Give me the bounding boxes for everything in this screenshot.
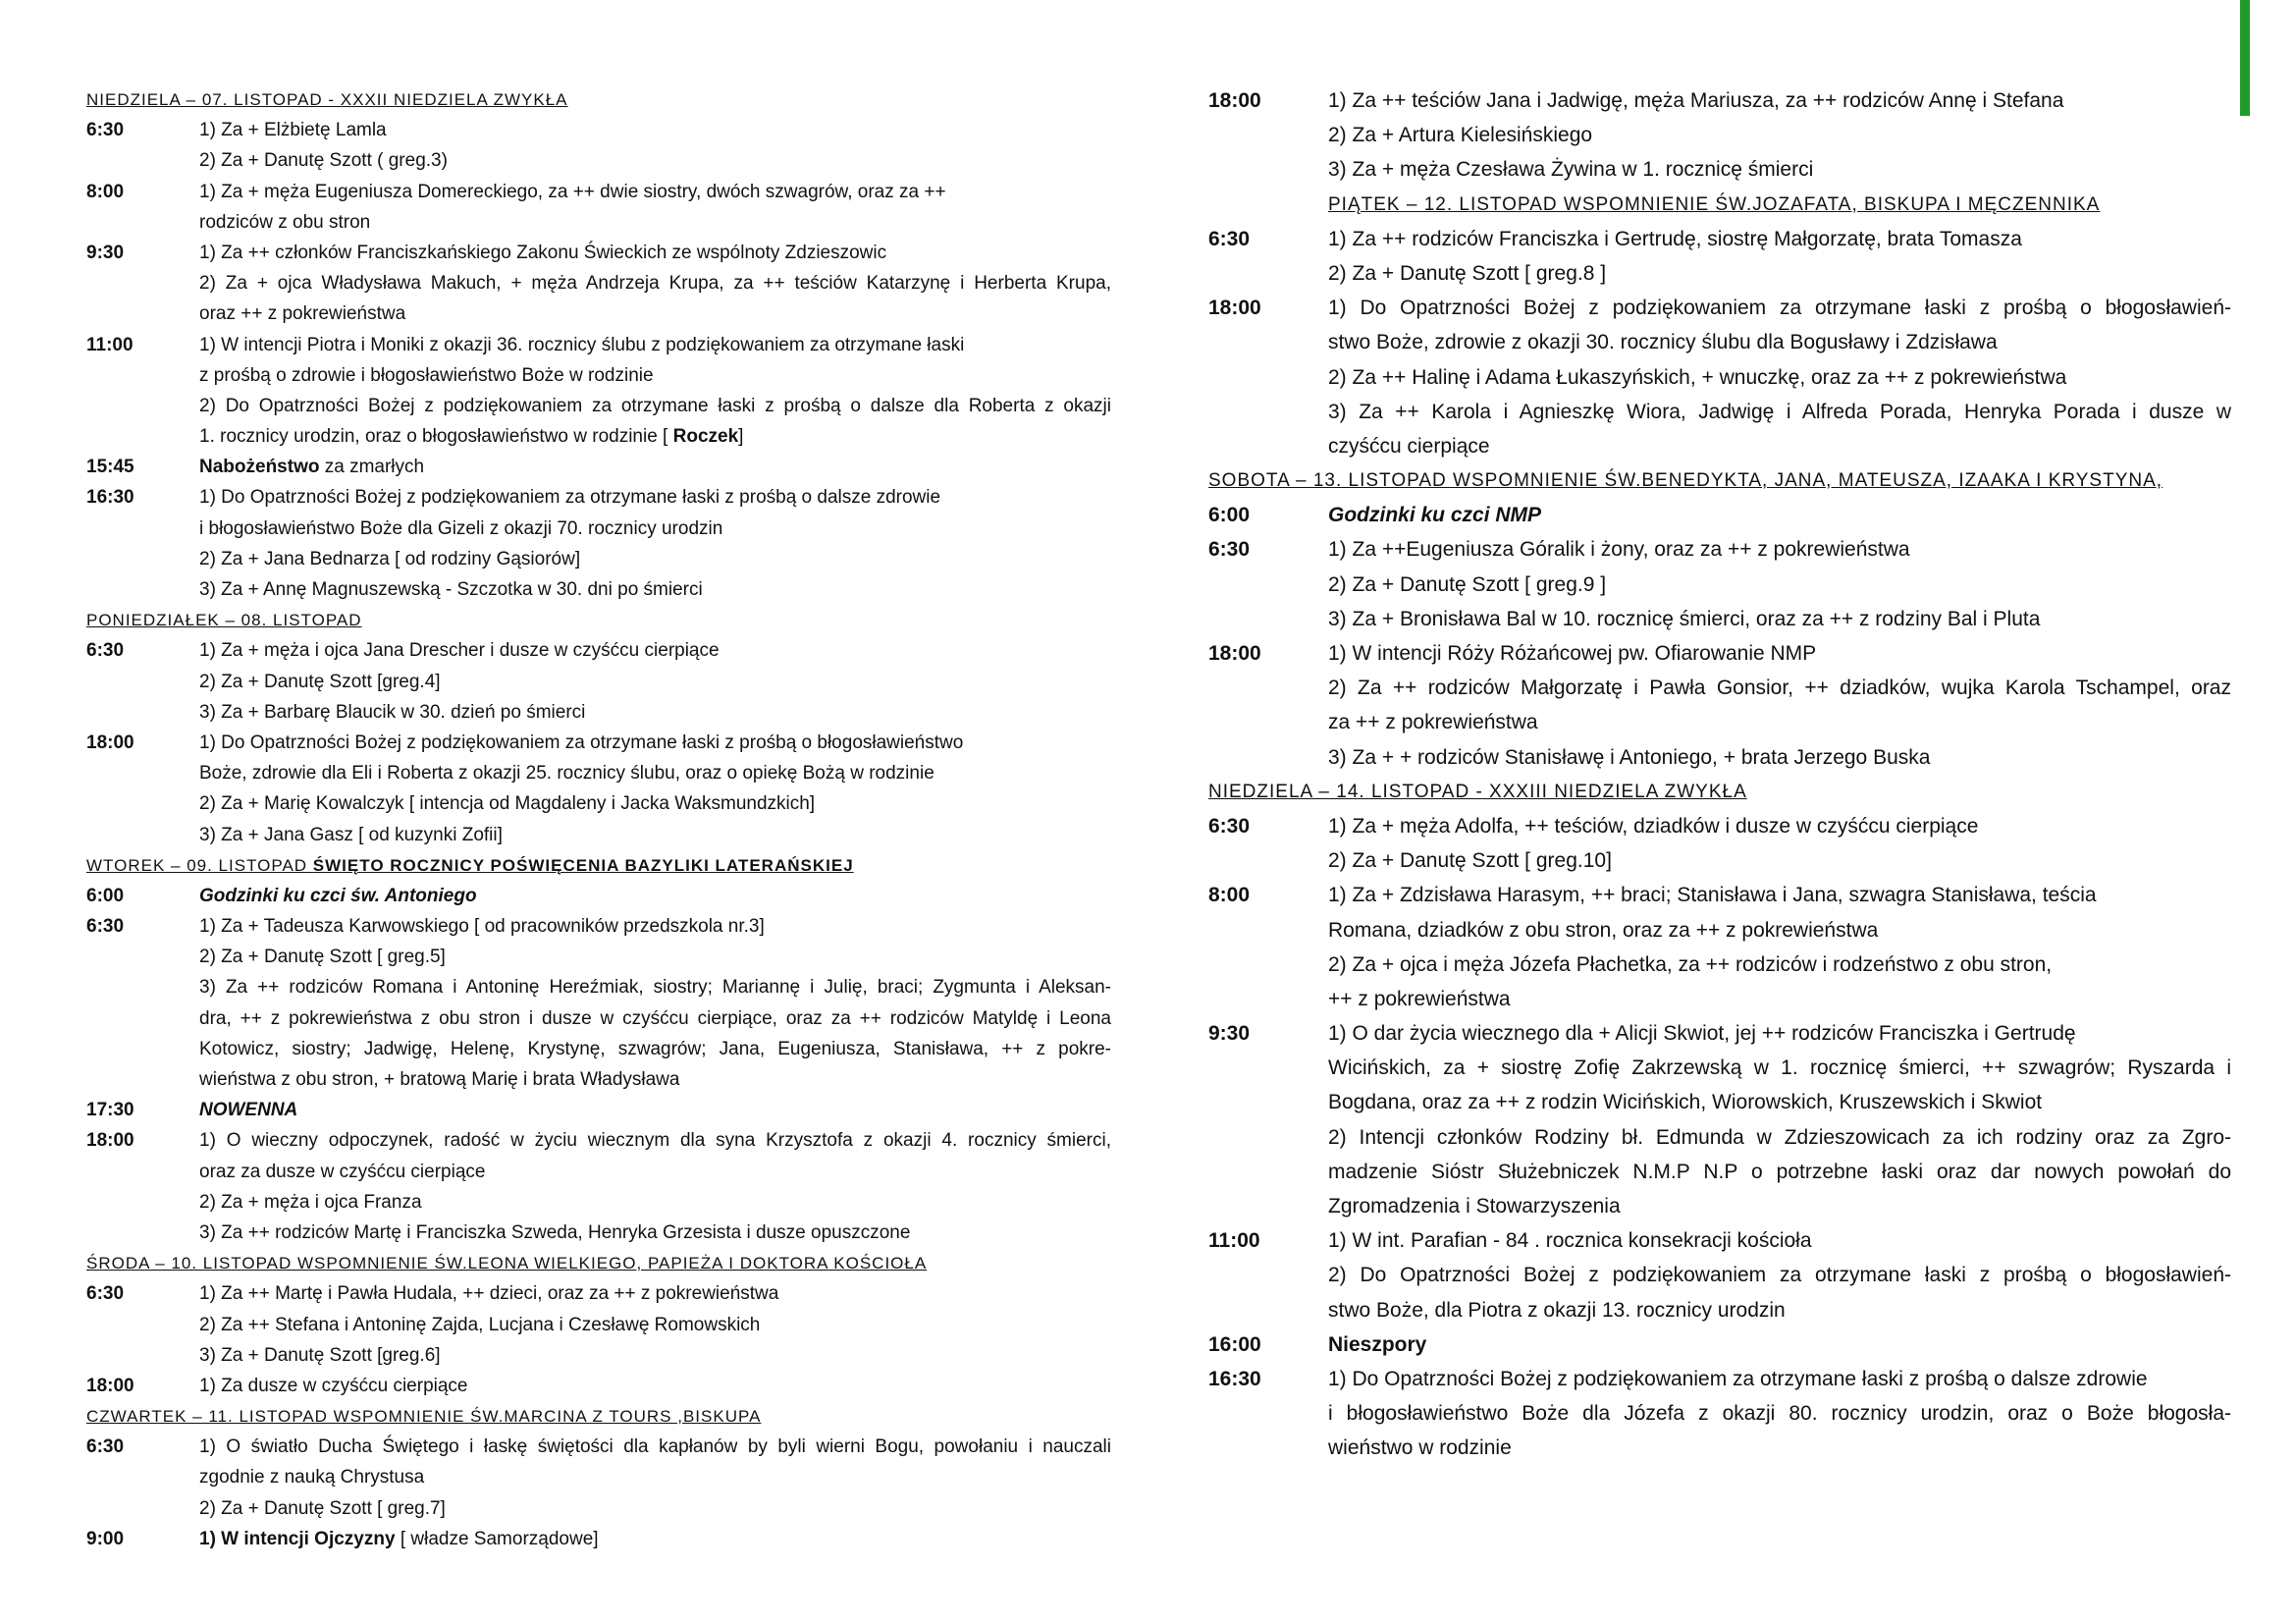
mass-time: 8:00 [1208,884,1251,907]
mass-entry [1208,1327,2233,1362]
intention-text: stwo Boże, dla Piotra z okazji 13. rocznicy urodzin [1328,1298,1786,1322]
day-header-sunday-14: NIEDZIELA – 14. LISTOPAD - XXXIII NIEDZIELA ZWYKŁA [1208,781,1747,802]
intention-text: Zgromadzenia i Stowarzyszenia [1328,1195,1621,1218]
intention-text: 1) O dar życia wiecznego dla + Alicji Skwiot, jej ++ rodziców Franciszka i Gertrudę [1328,1022,2076,1046]
intention-text: 2) Za + męża i ojca Franza [199,1191,422,1213]
intention-text: Nieszpory [1328,1332,1427,1356]
intention-text: 3) Za + męża Czesława Żywina w 1. rocznicę śmierci [1328,158,1814,182]
intention-text: madzenie Sióstr Służebniczek N.M.P N.P o potrzebne łaski oraz dar nowych powołań do [1328,1160,2231,1183]
mass-entry [86,1432,1113,1462]
mass-entry [86,1340,1113,1371]
intention-text: i błogosławieństwo Boże dla Józefa z okazji 80. rocznicy urodzin, oraz o Boże błogosła- [1328,1402,2231,1426]
intention-text: 1) Za ++ Martę i Pawła Hudala, ++ dzieci, oraz za ++ z pokrewieństwa [199,1283,779,1305]
intention-text: Boże, zdrowie dla Eli i Roberta z okazji 25. rocznicy ślubu, oraz o opiekę Bożą w rodzinie [199,763,934,785]
intention-text: 2) Za + Danutę Szott [ greg.10] [1328,849,1612,873]
day-header-thursday-11: CZWARTEK – 11. LISTOPAD WSPOMNIENIE ŚW.MARCINA Z TOURS ,BISKUPA [86,1407,762,1427]
mass-entry [1208,982,2233,1016]
mass-time: 18:00 [86,1130,134,1152]
mass-entry [1208,878,2233,912]
intention-text: 2) Do Opatrzności Bożej z podziękowaniem za otrzymane łaski z prośbą o błogosławień- [1328,1264,2231,1287]
intention-text: 2) Do Opatrzności Bożej z podziękowaniem za otrzymane łaski z prośbą o dalsze dla Roberta z okazji [199,395,1111,416]
intention-text: 2) Za + Danutę Szott [ greg.9 ] [1328,572,1607,596]
mass-entry [86,574,1113,605]
day-header-wednesday-10: ŚRODA – 10. LISTOPAD WSPOMNIENIE ŚW.LEONA WIELKIEGO, PAPIEŻA I DOKTORA KOŚCIOŁA [86,1254,928,1273]
mass-entry [1208,429,2233,463]
intention-text: 3) Za + Bronisława Bal w 10. rocznicę śmierci, oraz za ++ z rodziny Bal i Pluta [1328,607,2041,630]
intention-text: 3) Za + Barbarę Blaucik w 30. dzień po śmierci [199,701,586,723]
mass-entry [86,911,1113,942]
intention-text: 1) Do Opatrzności Bożej z podziękowaniem za otrzymane łaski z prośbą o dalsze zdrowie [199,487,941,509]
intention-text: 1) Za + męża Eugeniusza Domereckiego, za ++ dwie siostry, dwóch szwagrów, oraz za ++ [199,181,946,202]
mass-entry [86,667,1113,697]
intention-text: 1) Za + męża Adolfa, ++ teściów, dziadków i dusze w czyśćcu cierpiące [1328,814,1979,838]
mass-entry [86,1003,1113,1034]
mass-entry [1208,83,2233,118]
mass-time: 18:00 [1208,297,1261,320]
intention-text: 3) Za ++ Karola i Agnieszkę Wiora, Jadwigę i Alfreda Porada, Henryka Porada i dusze w [1328,400,2231,423]
mass-time: 8:00 [86,181,125,202]
intention-text: Godzinki ku czci św. Antoniego [199,885,477,906]
mass-entry [86,207,1113,238]
intention-text: 2) Za + Jana Bednarza [ od rodziny Gąsiorów] [199,548,581,569]
mass-entry [86,635,1113,666]
day-header-saturday-13: SOBOTA – 13. LISTOPAD WSPOMNIENIE ŚW.BENEDYKTA, JANA, MATEUSZA, IZAAKA I KRYSTYNA, [1208,470,2163,492]
mass-entry [1208,118,2233,152]
mass-entry [86,1218,1113,1248]
intention-text: 2) Za + Danutę Szott [ greg.5] [199,947,446,968]
mass-entry [1208,913,2233,947]
mass-entry [86,820,1113,850]
intention-text: 3) Za + Annę Magnuszewską - Szczotka w 30. dni po śmierci [199,579,703,600]
mass-time: 6:30 [86,120,125,141]
mass-time: 18:00 [1208,89,1261,112]
intention-text: 2) Za + Danutę Szott [ greg.7] [199,1497,446,1519]
mass-entry [86,1310,1113,1340]
mass-entry [1208,1189,2233,1223]
intention-text: 1) Za ++Eugeniusza Góralik i żony, oraz za ++ z pokrewieństwa [1328,538,1910,562]
mass-entry [1208,947,2233,982]
intention-text: i błogosławieństwo Boże dla Gizeli z okazji 70. rocznicy urodzin [199,517,723,539]
intention-text: Romana, dziadków z obu stron, oraz za ++ z pokrewieństwa [1328,918,1879,942]
intention-text: 1) W intencji Ojczyzny [ władze Samorządowe] [199,1528,599,1549]
mass-time: 17:30 [86,1100,134,1121]
mass-entry [86,330,1113,360]
intention-text: 3) Za ++ rodziców Romana i Antoninę Hereźmiak, siostry; Mariannę i Julię, braci; Zygmunta i Aleksan- [199,977,1111,999]
intention-text: 2) Za ++ rodziców Małgorzatę i Pawła Gonsior, ++ dziadków, wujka Karola Tschampel, oraz [1328,677,2231,700]
mass-time: 9:30 [86,242,125,263]
mass-entry [1208,1016,2233,1051]
mass-time: 16:00 [1208,1332,1261,1356]
intention-text: Kotowicz, siostry; Jadwigę, Helenę, Krystynę, szwagrów; Jana, Eugeniusza, Stanisława, ++ z pokre- [199,1038,1111,1059]
intention-text: 2) Za + Danutę Szott [ greg.8 ] [1328,261,1607,285]
mass-entry [1208,152,2233,187]
mass-entry [86,1125,1113,1156]
mass-entry [86,115,1113,145]
intention-text: zgodnie z nauką Chrystusa [199,1467,425,1489]
mass-entry [86,544,1113,574]
mass-time: 9:00 [86,1528,125,1549]
intention-text: 2) Intencji członków Rodziny bł. Edmunda w Zdzieszowicach za ich rodziny oraz za Zgro- [1328,1125,2231,1149]
mass-entry [86,238,1113,268]
mass-entry [86,728,1113,758]
mass-entry [86,697,1113,728]
mass-entry [1208,1258,2233,1292]
intention-text: 2) Za + ojca i męża Józefa Płachetka, za ++ rodziców i rodzeństwo z obu stron, [1328,952,2053,976]
mass-time: 15:45 [86,457,134,478]
intention-text: 1) W intencji Róży Różańcowej pw. Ofiarowanie NMP [1328,642,1817,665]
mass-entry [1208,843,2233,878]
intention-text: oraz za dusze w czyśćcu cierpiące [199,1161,486,1182]
mass-entry [86,482,1113,513]
mass-time: 6:30 [86,1283,125,1305]
mass-entry [86,972,1113,1002]
mass-entry [1208,1155,2233,1189]
mass-time: 18:00 [86,731,134,753]
mass-time: 16:30 [1208,1367,1261,1390]
mass-time: 11:00 [1208,1229,1260,1253]
mass-entry [86,1187,1113,1218]
mass-time: 6:30 [86,640,125,662]
mass-entry [1208,360,2233,395]
mass-entry [1208,568,2233,602]
intention-text: czyśćcu cierpiące [1328,434,1490,458]
mass-entry [1208,256,2233,291]
mass-time: 6:30 [86,1436,125,1458]
intention-text: 2) Za + Danutę Szott ( greg.3) [199,150,448,172]
mass-entry [1208,325,2233,359]
intention-text: Bogdana, oraz za ++ z rodzin Wicińskich, Wiorowskich, Kruszewskich i Skwiot [1328,1091,2043,1114]
mass-entry [1208,222,2233,256]
day-header-sunday-07: NIEDZIELA – 07. LISTOPAD - XXXII NIEDZIELA ZWYKŁA [86,90,568,109]
mass-entry [86,177,1113,207]
mass-entry [86,452,1113,482]
intention-text: 1) W intencji Piotra i Moniki z okazji 36. rocznicy ślubu z podziękowaniem za otrzymane łaski [199,334,965,355]
intention-text: 1) Do Opatrzności Bożej z podziękowaniem za otrzymane łaski z prośbą o błogosławień- [1328,297,2231,320]
mass-entry [1208,1431,2233,1465]
day-header-tuesday-09: WTOREK – 09. LISTOPAD ŚWIĘTO ROCZNICY POŚWIĘCENIA BAZYLIKI LATERAŃSKIEJ [86,855,854,875]
mass-entry [1208,1223,2233,1258]
intention-text: 2) Za ++ Halinę i Adama Łukaszyńskich, + wnuczkę, oraz za ++ z pokrewieństwa [1328,365,2067,389]
intention-text: 1) Za dusze w czyśćcu cierpiące [199,1375,468,1396]
intention-text: 1) Za + Tadeusza Karwowskiego [ od pracowników przedszkola nr.3] [199,916,765,938]
intention-text: 1) Za ++ rodziców Franciszka i Gertrudę, siostrę Małgorzatę, brata Tomasza [1328,227,2022,250]
intention-text: rodziców z obu stron [199,211,371,233]
mass-entry [1208,498,2233,532]
mass-time: 11:00 [86,334,133,355]
intention-text: stwo Boże, zdrowie z okazji 30. rocznicy ślubu dla Bogusławy i Zdzisława [1328,331,1998,354]
mass-entry [1208,395,2233,429]
mass-entry [1208,291,2233,325]
mass-time: 6:30 [1208,814,1251,838]
intention-text: 1) Za + Zdzisława Harasym, ++ braci; Stanisława i Jana, szwagra Stanisława, teścia [1328,884,2097,907]
mass-entry [86,1095,1113,1125]
mass-time: 6:30 [86,916,125,938]
roczek-label: Roczek [672,426,739,448]
intention-text: 2) Za ++ Stefana i Antoninę Zajda, Lucjana i Czesławę Romowskich [199,1314,761,1335]
mass-entry [86,268,1113,298]
intention-text: 1) Za ++ członków Franciszkańskiego Zakonu Świeckich ze wspólnoty Zdzieszowic [199,242,887,263]
intention-text: 2) Za + Artura Kielesińskiego [1328,124,1593,147]
mass-time: 18:00 [1208,642,1261,665]
green-accent-bar [2240,0,2250,116]
mass-entry [1208,705,2233,739]
mass-entry [1208,1293,2233,1327]
mass-entry [86,1462,1113,1492]
mass-entry [86,1157,1113,1187]
intention-text: 1) W int. Parafian - 84 . rocznica konsekracji kościoła [1328,1229,1812,1253]
mass-time: 6:00 [1208,504,1251,527]
intention-text: oraz ++ z pokrewieństwa [199,303,406,325]
intention-text: 1) Za + Elżbietę Lamla [199,120,387,141]
intention-text: wieństwo w rodzinie [1328,1436,1512,1460]
mass-entry [86,1371,1113,1401]
mass-entry [86,145,1113,176]
mass-entry [86,1493,1113,1524]
mass-entry [86,514,1113,544]
mass-time: 18:00 [86,1375,134,1396]
intention-text: Nabożeństwo za zmarłych [199,457,425,478]
intention-text: 3) Za + Danutę Szott [greg.6] [199,1344,441,1366]
mass-entry [86,391,1113,421]
mass-entry [86,1278,1113,1309]
intention-text: 2) Za + ojca Władysława Makuch, + męża Andrzeja Krupa, za ++ teściów Katarzynę i Herberta Krupa, [199,273,1111,295]
intention-text: 1) Do Opatrzności Bożej z podziękowaniem za otrzymane łaski z prośbą o błogosławieństwo [199,731,964,753]
mass-time: 6:30 [1208,227,1251,250]
mass-entry [1208,740,2233,775]
intention-text: z prośbą o zdrowie i błogosławieństwo Boże w rodzinie [199,364,654,386]
mass-entry [1208,809,2233,843]
intention-text: 3) Za + Jana Gasz [ od kuzynki Zofii] [199,824,503,845]
intention-text: Wicińskich, za + siostrę Zofię Zakrzewską w 1. rocznicę śmierci, ++ szwagrów; Ryszarda i [1328,1056,2231,1080]
intention-text: 3) Za ++ rodziców Martę i Franciszka Szweda, Henryka Grzesista i dusze opuszczone [199,1221,911,1243]
intention-text: 1) O światło Ducha Świętego i łaskę świętości dla kapłanów by byli wierni Bogu, powołaniu i nauczali [199,1436,1111,1458]
intention-text: 1) O wieczny odpoczynek, radość w życiu wiecznym dla syna Krzysztofa z okazji 4. rocznicy śmierci, [199,1130,1111,1152]
mass-entry [86,942,1113,972]
intention-text: 1) Do Opatrzności Bożej z podziękowaniem za otrzymane łaski z prośbą o dalsze zdrowie [1328,1367,2148,1390]
mass-time: 16:30 [86,487,134,509]
mass-entry [1208,671,2233,705]
schedule-left-column [86,84,1113,1554]
mass-entry [86,421,1113,452]
intention-text: 1. rocznicy urodzin, oraz o błogosławieństwo w rodzinie [ Roczek] [199,426,744,448]
mass-entry [1208,532,2233,567]
intention-text: 3) Za + + rodziców Stanisławę i Antoniego, + brata Jerzego Buska [1328,745,1931,769]
day-header-monday-08: PONIEDZIAŁEK – 08. LISTOPAD [86,611,362,630]
mass-entry [1208,636,2233,671]
intention-text: 1) Za + męża i ojca Jana Drescher i dusze w czyśćcu cierpiące [199,640,720,662]
intention-text: za ++ z pokrewieństwa [1328,711,1538,734]
intention-text: Godzinki ku czci NMP [1328,504,1542,527]
intention-text: NOWENNA [199,1100,298,1121]
mass-entry [86,881,1113,911]
day-header-friday-12: PIĄTEK – 12. LISTOPAD WSPOMNIENIE ŚW.JOZAFATA, BISKUPA I MĘCZENNIKA [1328,193,2101,215]
intention-text: dra, ++ z pokrewieństwa z obu stron i dusze w czyśćcu cierpiące, oraz za ++ rodziców Matyldę i Leona [199,1007,1111,1029]
mass-entry [86,758,1113,788]
schedule-right-column [1208,83,2233,1466]
mass-entry [86,360,1113,391]
mass-entry [1208,602,2233,636]
intention-text: 2) Za + Marię Kowalczyk [ intencja od Magdaleny i Jacka Waksmundzkich] [199,793,816,815]
mass-entry [86,788,1113,819]
intention-text: wieństwa z obu stron, + bratową Marię i brata Władysława [199,1069,680,1090]
mass-entry [1208,1085,2233,1119]
mass-time: 6:30 [1208,538,1251,562]
mass-time: 6:00 [86,885,125,906]
mass-entry [1208,1051,2233,1085]
intention-text: 2) Za + Danutę Szott [greg.4] [199,671,441,692]
mass-entry [86,298,1113,329]
mass-time: 9:30 [1208,1022,1251,1046]
mass-entry [1208,1396,2233,1431]
intention-text: 1) Za ++ teściów Jana i Jadwigę, męża Mariusza, za ++ rodziców Annę i Stefana [1328,89,2064,112]
mass-entry [1208,1120,2233,1155]
mass-entry [86,1034,1113,1064]
mass-entry [86,1524,1113,1554]
mass-entry [86,1064,1113,1095]
mass-entry [1208,1362,2233,1396]
intention-text: ++ z pokrewieństwa [1328,987,1511,1010]
